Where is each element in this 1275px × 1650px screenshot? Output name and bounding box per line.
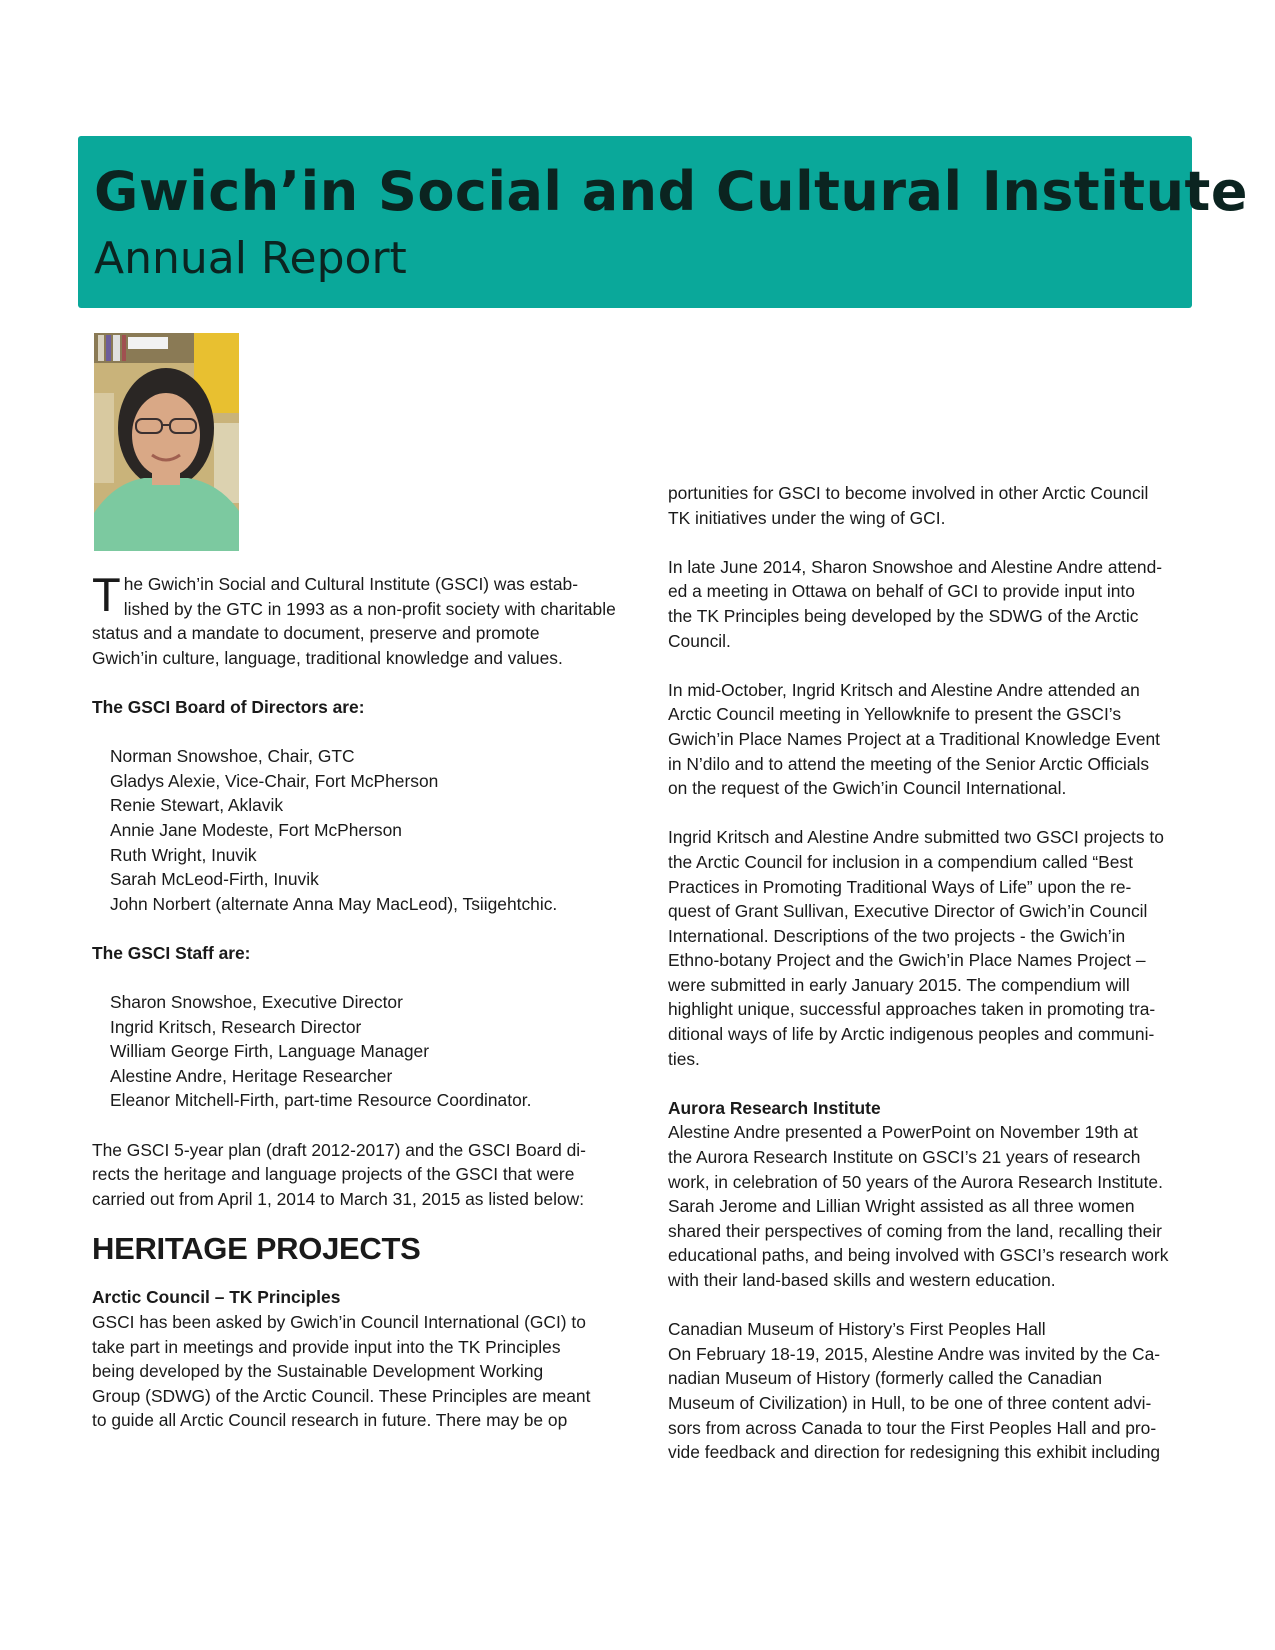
- paragraph-line: with their land-based skills and western education.: [668, 1270, 1056, 1290]
- intro-line: lished by the GTC in 1993 as a non-profit society with charitable: [123, 598, 616, 619]
- staff-list: [92, 990, 637, 1113]
- paragraph-line: Group (SDWG) of the Arctic Council. These Principles are meant: [92, 1385, 591, 1406]
- paragraph-line: Sarah Jerome and Lillian Wright assisted as all three women: [668, 1196, 1135, 1217]
- portrait-photo: [94, 333, 239, 551]
- paragraph-line: Council.: [668, 630, 731, 651]
- paragraph-line: highlight unique, successful approaches taken in promoting tra-: [668, 999, 1156, 1020]
- paragraph-line: Alestine Andre presented a PowerPoint on November 19th at: [668, 1122, 1138, 1143]
- board-list: [92, 744, 637, 916]
- compendium-paragraph: [668, 825, 1223, 1071]
- paragraph-line: work, in celebration of 50 years of the Aurora Research Institute.: [668, 1171, 1163, 1192]
- paragraph-line: the Arctic Council for inclusion in a compendium called “Best: [668, 851, 1133, 872]
- plan-paragraph: [92, 1138, 637, 1212]
- paragraph-line: sors from across Canada to tour the First Peoples Hall and pro-: [668, 1417, 1157, 1438]
- list-item: Sarah McLeod-Firth, Inuvik: [110, 869, 319, 890]
- paragraph-line: Arctic Council meeting in Yellowknife to present the GSCI’s: [668, 704, 1122, 725]
- aurora-heading: Aurora Research Institute: [668, 1097, 881, 1118]
- list-item: John Norbert (alternate Anna May MacLeod), Tsiigehtchic.: [110, 893, 558, 914]
- drop-cap: T: [92, 568, 121, 621]
- intro-paragraph: [92, 568, 637, 670]
- paragraph-line: carried out from April 1, 2014 to March 31, 2015 as listed below:: [92, 1188, 585, 1209]
- list-item: Ruth Wright, Inuvik: [110, 844, 257, 865]
- museum-heading: Canadian Museum of History’s First Peoples Hall: [668, 1319, 1046, 1340]
- paragraph-line: International. Descriptions of the two projects - the Gwich’in: [668, 925, 1126, 946]
- tk-heading: Arctic Council – TK Principles: [92, 1287, 341, 1308]
- page-title: Gwich’in Social and Cultural Institute: [94, 160, 1248, 223]
- paragraph-line: vide feedback and direction for redesigning this exhibit including: [668, 1442, 1161, 1463]
- paragraph-line: ties.: [668, 1048, 700, 1069]
- paragraph-line: Ingrid Kritsch and Alestine Andre submitted two GSCI projects to: [668, 827, 1164, 848]
- paragraph-line: In mid-October, Ingrid Kritsch and Alestine Andre attended an: [668, 679, 1140, 700]
- intro-line: he Gwich’in Social and Cultural Institute (GSCI) was estab-: [123, 574, 578, 594]
- paragraph-line: on the request of the Gwich’in Council International.: [668, 778, 1067, 799]
- page-subtitle: Annual Report: [94, 233, 407, 284]
- aurora-paragraph: [668, 1120, 1223, 1292]
- paragraph-line: In late June 2014, Sharon Snowshoe and Alestine Andre attend-: [668, 556, 1163, 577]
- paragraph-line: were submitted in early January 2015. The compendium will: [668, 974, 1130, 995]
- tk-paragraph: [92, 1310, 637, 1433]
- paragraph-line: rects the heritage and language projects of the GSCI that were: [92, 1164, 575, 1185]
- museum-paragraph: [668, 1342, 1223, 1465]
- paragraph-line: On February 18-19, 2015, Alestine Andre was invited by the Ca-: [668, 1343, 1161, 1364]
- intro-line: status and a mandate to document, preserve and promote: [92, 623, 540, 644]
- left-column: [92, 568, 637, 1433]
- paragraph-line: take part in meetings and provide input into the TK Principles: [92, 1336, 561, 1357]
- paragraph-line: quest of Grant Sullivan, Executive Director of Gwich’in Council: [668, 901, 1148, 922]
- paragraph-line: ed a meeting in Ottawa on behalf of GCI to provide input into: [668, 581, 1135, 602]
- continued-paragraph: [668, 481, 1223, 530]
- list-item: Norman Snowshoe, Chair, GTC: [110, 746, 355, 767]
- intro-line: Gwich’in culture, language, traditional knowledge and values.: [92, 647, 563, 668]
- list-item: Ingrid Kritsch, Research Director: [110, 1016, 362, 1037]
- paragraph-line: in N’dilo and to attend the meeting of the Senior Arctic Officials: [668, 753, 1150, 774]
- list-item: Sharon Snowshoe, Executive Director: [110, 992, 403, 1013]
- board-heading: The GSCI Board of Directors are:: [92, 696, 365, 717]
- paragraph-line: the Aurora Research Institute on GSCI’s 21 years of research: [668, 1147, 1141, 1168]
- paragraph-line: Gwich’in Place Names Project at a Traditional Knowledge Event: [668, 728, 1161, 749]
- list-item: Annie Jane Modeste, Fort McPherson: [110, 819, 402, 840]
- list-item: Eleanor Mitchell-Firth, part-time Resource Coordinator.: [110, 1090, 532, 1111]
- paragraph-line: nadian Museum of History (formerly called the Canadian: [668, 1368, 1103, 1389]
- list-item: Renie Stewart, Aklavik: [110, 795, 284, 816]
- list-item: Alestine Andre, Heritage Researcher: [110, 1065, 393, 1086]
- paragraph-line: to guide all Arctic Council research in future. There may be op: [92, 1410, 568, 1431]
- paragraph-line: Ethno-botany Project and the Gwich’in Place Names Project –: [668, 950, 1146, 971]
- paragraph-line: shared their perspectives of coming from the land, recalling their: [668, 1220, 1162, 1241]
- paragraph-line: TK initiatives under the wing of GCI.: [668, 507, 946, 528]
- october-paragraph: [668, 678, 1223, 801]
- paragraph-line: educational paths, and being involved with GSCI’s research work: [668, 1245, 1169, 1266]
- paragraph-line: The GSCI 5-year plan (draft 2012-2017) and the GSCI Board di-: [92, 1139, 586, 1160]
- paragraph-line: portunities for GSCI to become involved in other Arctic Council: [668, 483, 1149, 503]
- paragraph-line: ditional ways of life by Arctic indigenous peoples and communi-: [668, 1024, 1155, 1045]
- paragraph-line: Practices in Promoting Traditional Ways of Life” upon the re-: [668, 876, 1132, 897]
- section-heading: HERITAGE PROJECTS: [92, 1231, 421, 1267]
- paragraph-line: GSCI has been asked by Gwich’in Council International (GCI) to: [92, 1312, 586, 1333]
- paragraph-line: Museum of Civilization) in Hull, to be one of three content advi-: [668, 1392, 1152, 1413]
- paragraph-line: being developed by the Sustainable Development Working: [92, 1361, 544, 1382]
- list-item: Gladys Alexie, Vice-Chair, Fort McPherson: [110, 770, 439, 791]
- staff-heading: The GSCI Staff are:: [92, 942, 251, 963]
- right-column: [668, 481, 1223, 1465]
- title-banner: [78, 136, 1248, 308]
- paragraph-line: the TK Principles being developed by the SDWG of the Arctic: [668, 605, 1139, 626]
- list-item: William George Firth, Language Manager: [110, 1041, 429, 1062]
- june-paragraph: [668, 555, 1223, 653]
